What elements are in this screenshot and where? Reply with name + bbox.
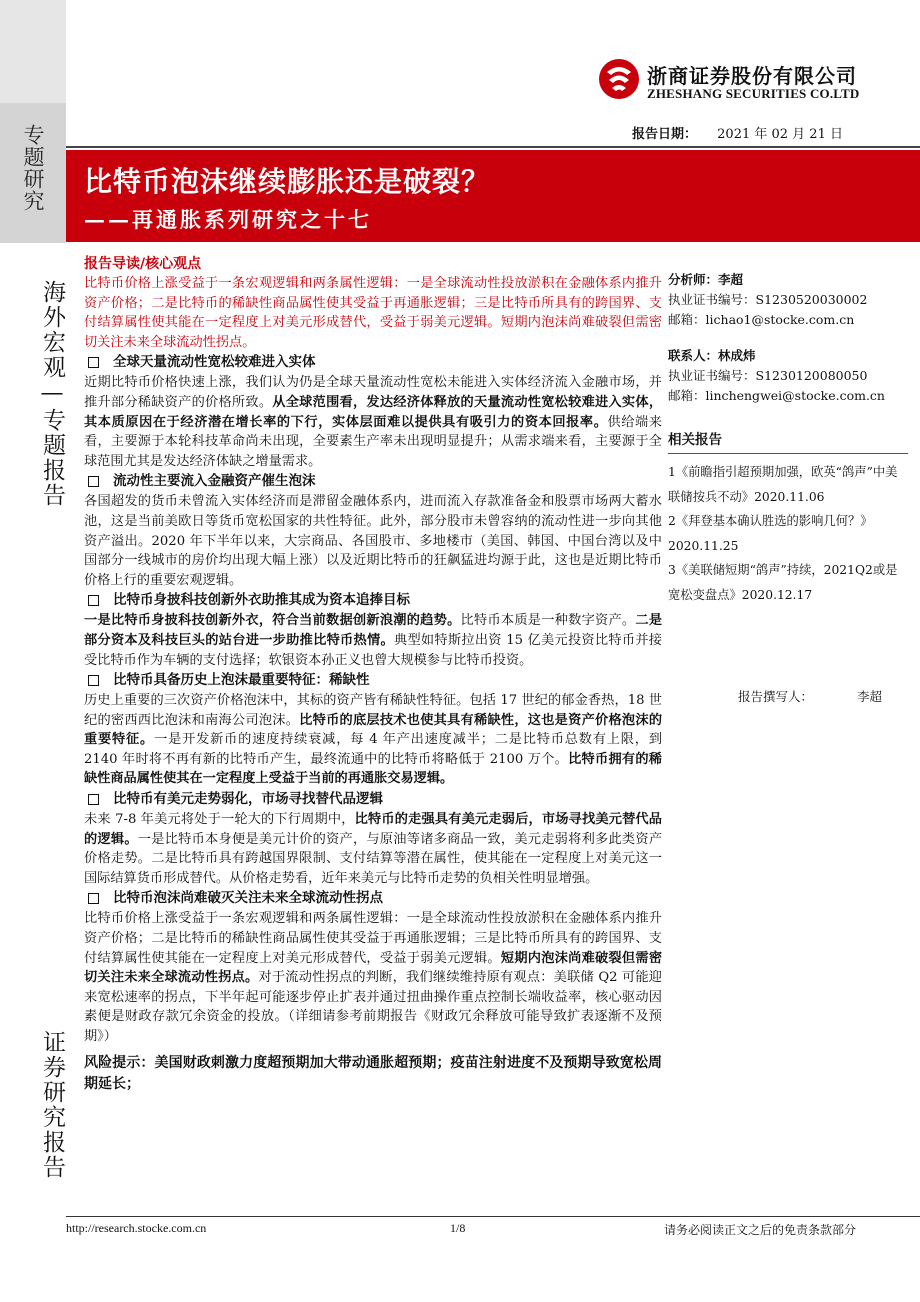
- bullet-heading: [84, 352, 662, 373]
- bullet-paragraph: [84, 691, 662, 789]
- checkbox-square-icon: [88, 794, 99, 805]
- text-segment: 一是开发新币的速度持续衰减，每 4 年产出速度减半；二是比特币总数有上限，到 2140 年时将不再有新的比特币产生，最终流通中的比特币将略低于 2100 万个。: [84, 732, 663, 767]
- contact-name: 林成炜: [718, 348, 756, 363]
- bullet-paragraph: [84, 611, 662, 670]
- contact-row: [668, 346, 908, 366]
- company-name-cn: 浙商证券股份有限公司: [647, 64, 857, 88]
- footer-disclaimer: 请务必阅读正文之后的免责条款部分: [664, 1223, 857, 1237]
- bullet-heading-text: 比特币身披科技创新外衣助推其成为资本追捧目标: [113, 592, 410, 609]
- text-segment: 典型如特斯拉出资 15 亿美元投资比特币并接受比特币作为车辆的支付选择；软银资本孙正义也曾大规模参与比特币投资。: [84, 632, 662, 668]
- contact-label: 联系人：: [668, 348, 719, 363]
- checkbox-square-icon: [88, 675, 99, 686]
- writer-label: 报告撰写人：: [738, 689, 814, 704]
- related-reports-list: [668, 460, 908, 607]
- bullet-paragraph: [84, 373, 662, 471]
- bullet-heading-text: 流动性主要流入金融资产催生泡沫: [113, 473, 316, 490]
- sidebar-series: 证券研究报告: [39, 1030, 65, 1180]
- header-divider: [66, 146, 920, 148]
- bold-text-segment: 一是比特币身披科技创新外衣，符合当前数据创新浪潮的趋势。: [84, 613, 461, 629]
- analyst-row: [668, 270, 908, 290]
- bullet-heading: [84, 590, 662, 611]
- related-reports-title: 相关报告: [668, 430, 908, 454]
- contact-email-row: [668, 386, 908, 406]
- analyst-email: lichao1@stocke.com.cn: [705, 312, 855, 327]
- related-report-item: 1《前瞻指引超预期加强，欧英“鸽声”中美联储按兵不动》2020.11.06: [668, 465, 898, 504]
- text-segment: 比特币价格上涨受益于一条宏观逻辑和两条属性逻辑：一是全球流动性投放淤积在金融体系内推升资产价格；二是比特币的稀缺性商品属性使其受益于再通胀逻辑；三是比特币所具有的跨国界、支付结算属性使其能在一定程度上对美元形成替代，受益于弱美元逻辑。: [84, 911, 662, 966]
- text-segment: 近期比特币价格快速上涨，我们认为仍是全球天量流动性宽松未能进入实体经济流入金融市场，并推升部分稀缺资产的价格所致。: [84, 375, 662, 410]
- bullet-heading: [84, 670, 662, 691]
- report-date: [632, 123, 843, 142]
- bold-text-segment: 短期内泡沫尚难破裂但需密切关注未来全球流动性拐点。: [84, 950, 663, 986]
- text-segment: 历史上重要的三次资产价格泡沫中，其标的资产皆有稀缺性特征。包括 17 世纪的郁金香热，18 世纪的密西西比泡沫和南海公司泡沫。: [84, 693, 662, 728]
- bullet-heading-text: 比特币有美元走势弱化，市场寻找替代品逻辑: [113, 791, 383, 808]
- report-writer: [668, 687, 908, 707]
- footer-url-link[interactable]: http://research.stocke.com.cn: [66, 1221, 207, 1235]
- related-report-item: 3《美联储短期“鸽声”持续，2021Q2或是宽松变盘点》2020.12.17: [668, 563, 898, 602]
- bullet-heading: [84, 471, 662, 492]
- report-subtitle: ——再通胀系列研究之十七: [84, 207, 372, 232]
- related-report-item: 2《拜登基本确认胜选的影响几何？》2020.11.25: [668, 514, 873, 553]
- bold-text-segment: 二是部分资本及科技巨头的站台进一步助推比特币热情。: [84, 613, 663, 648]
- company-name-en: ZHESHANG SECURITIES CO.LTD: [647, 86, 860, 101]
- page-number: 1/8: [450, 1221, 466, 1235]
- section-title: 报告导读/核心观点: [84, 256, 202, 272]
- footer-divider: [66, 1216, 920, 1217]
- intro-paragraph: 比特币价格上涨受益于一条宏观逻辑和两条属性逻辑：一是全球流动性投放淤积在金融体系内推升资产价格；二是比特币的稀缺性商品属性使其受益于再通胀逻辑；三是比特币所具有的跨国界、支付结算属性使其能在一定程度上对美元形成替代，受益于弱美元逻辑。短期内泡沫尚难破裂但需密切关注未来全球流动性拐点。: [84, 276, 662, 350]
- report-date-label: 报告日期：: [632, 127, 698, 142]
- bullet-heading-text: 比特币具备历史上泡沫最重要特征：稀缺性: [113, 672, 370, 689]
- right-sidebar: [668, 270, 908, 707]
- bold-text-segment: 比特币拥有的稀缺性商品属性使其在一定程度上受益于当前的再通胀交易逻辑。: [84, 751, 662, 787]
- writer-name: 李超: [857, 689, 883, 704]
- checkbox-square-icon: [88, 476, 99, 487]
- report-title: 比特币泡沫继续膨胀还是破裂？: [84, 165, 491, 198]
- text-segment: 比特币本质是一种数字资产。: [460, 613, 636, 629]
- bold-text-segment: 比特币的走强具有美元走弱后，市场寻找美元替代品的逻辑。: [84, 812, 662, 847]
- sidebar-top-block: [0, 0, 66, 103]
- bullet-heading: [84, 789, 662, 810]
- analyst-cert-row: [668, 290, 908, 310]
- bullet-paragraph: [84, 810, 662, 888]
- contact-cert: S1230120080050: [755, 368, 868, 383]
- sidebar-category: 专题研究: [21, 124, 45, 212]
- checkbox-square-icon: [88, 893, 99, 904]
- text-segment: 未来 7-8 年美元将处于一轮大的下行周期中，: [84, 812, 355, 828]
- analyst-cert-label: 执业证书编号：: [668, 292, 756, 307]
- analyst-email-label: 邮箱：: [668, 312, 706, 327]
- bullet-heading: [84, 888, 662, 909]
- company-logo-icon: [598, 58, 640, 100]
- risk-warning: 风险提示：美国财政刺激力度超预期加大带动通胀超预期；疫苗注射进度不及预期导致宽松周期延长；: [84, 1054, 662, 1092]
- bullet-paragraph: [84, 492, 662, 590]
- checkbox-square-icon: [88, 595, 99, 606]
- contact-cert-row: [668, 366, 908, 386]
- bullet-heading-text: 全球天量流动性宽松较难进入实体: [113, 354, 316, 371]
- bold-text-segment: 比特币的底层技术也使其具有稀缺性，这也是资产价格泡沫的重要特征。: [84, 712, 663, 748]
- contact-email: linchengwei@stocke.com.cn: [705, 388, 885, 403]
- contact-cert-label: 执业证书编号：: [668, 368, 756, 383]
- text-segment: 供给端来看，主要源于本轮科技革命尚未出现，全要素生产率未出现明显提升；从需求端来看，主要源于全球范围尤其是发达经济体缺之增量需求。: [84, 414, 662, 469]
- bullet-list: [84, 352, 662, 1046]
- text-segment: 一是比特币本身便是美元计价的资产，与原油等诸多商品一致，美元走弱将利多此类资产价格走势。二是比特币具有跨越国界限制、支付结算等潜在属性，使其能在一定程度上对美元这一国际结算货币形成替代。从价格走势看，近年来美元与比特币走势的负相关性明显增强。: [84, 831, 663, 886]
- sidebar-report-type: 海外宏观—专题报告: [39, 280, 65, 508]
- analyst-email-row: [668, 310, 908, 330]
- analyst-name: 李超: [718, 272, 744, 287]
- bullet-paragraph: [84, 909, 662, 1046]
- text-segment: 对于流动性拐点的判断，我们继续维持原有观点：美联储 Q2 可能迎来宽松速率的拐点，下半年起可能逐步停止扩表并通过扭曲操作重点控制长端收益率，核心驱动因素便是财政存款冗余资金的投放。（详细请参考前期报告《财政冗余释放可能导致扩表逐渐不及预期》）: [84, 970, 662, 1044]
- report-date-value: 2021 年 02 月 21 日: [717, 127, 843, 142]
- bullet-heading-text: 比特币泡沫尚难破灭关注未来全球流动性拐点: [113, 890, 383, 907]
- text-segment: 各国超发的货币未曾流入实体经济而是滞留金融体系内，进而流入存款准备金和股票市场两大蓄水池，这是当前美欧日等货币宽松国家的共性特征。此外，部分股市未曾容纳的流动性进一步向其他资产溢出。2020 年下半年以来，大宗商品、各国股市、多地楼市（美国、韩国、中国台湾以及中国部分一线城市的房价均出现大幅上涨）以及近期比特币的狂飙猛进均源于此，这也是近期比特币价格上行的重要宏观逻辑。: [84, 494, 662, 588]
- contact-email-label: 邮箱：: [668, 388, 706, 403]
- bold-text-segment: 从全球范围看，发达经济体释放的天量流动性宽松较难进入实体，其本质原因在于经济潜在增长率的下行，实体层面难以提供具有吸引力的资本回报率。: [84, 394, 663, 430]
- checkbox-square-icon: [88, 357, 99, 368]
- analyst-cert: S1230520030002: [755, 292, 868, 307]
- analyst-label: 分析师：: [668, 272, 719, 287]
- main-content: [84, 254, 662, 1095]
